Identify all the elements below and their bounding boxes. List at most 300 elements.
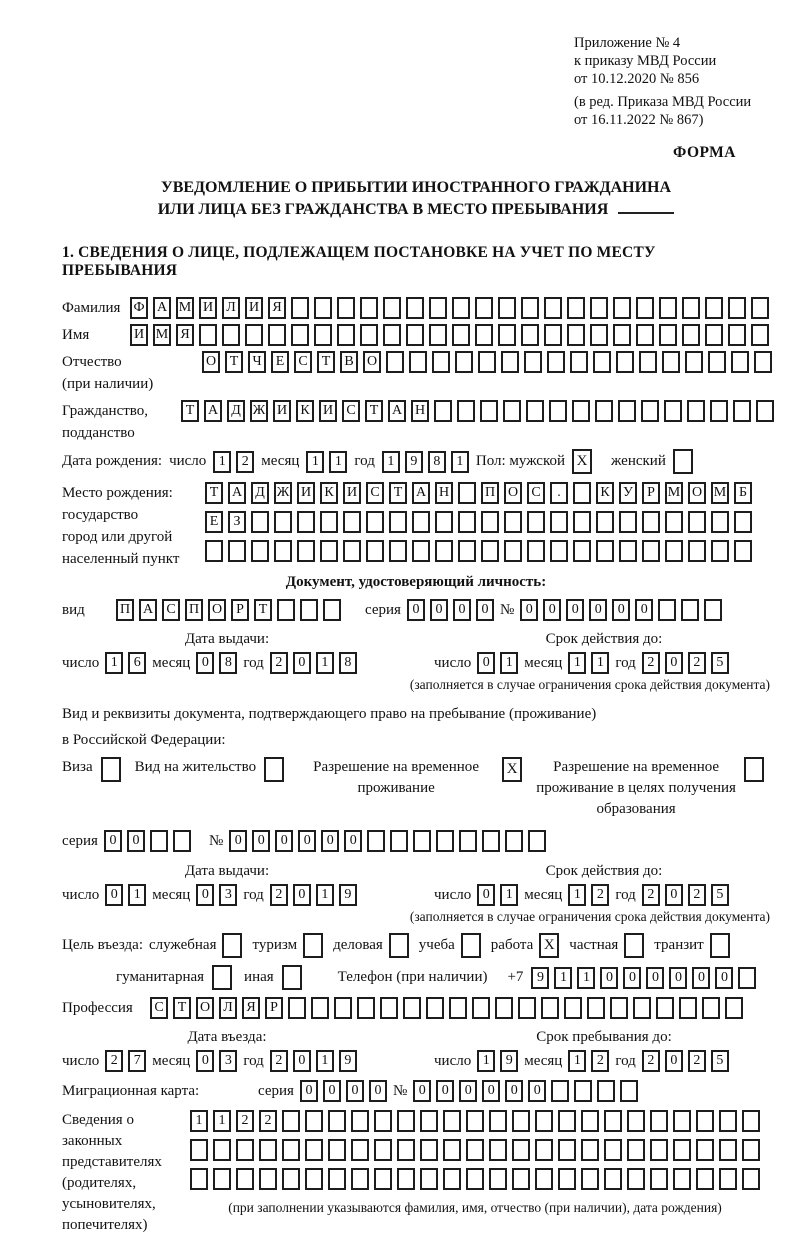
char-cell[interactable]: 0 — [369, 1080, 387, 1102]
char-cell[interactable] — [590, 297, 608, 319]
char-cell[interactable] — [604, 1110, 622, 1132]
char-cell[interactable]: С — [294, 351, 312, 373]
char-cell[interactable] — [756, 400, 774, 422]
residence-valid-year-boxes[interactable] — [642, 884, 729, 906]
char-cell[interactable]: 0 — [196, 884, 214, 906]
char-cell[interactable]: 2 — [236, 1110, 254, 1132]
char-cell[interactable]: С — [366, 482, 384, 504]
birth-year-boxes[interactable] — [382, 451, 469, 473]
char-cell[interactable]: А — [228, 482, 246, 504]
char-cell[interactable] — [452, 324, 470, 346]
char-cell[interactable] — [360, 324, 378, 346]
char-cell[interactable]: 9 — [500, 1050, 518, 1072]
char-cell[interactable] — [734, 511, 752, 533]
char-cell[interactable] — [458, 511, 476, 533]
birthplace-row1-boxes[interactable] — [205, 482, 752, 504]
char-cell[interactable] — [587, 997, 605, 1019]
char-cell[interactable] — [420, 1168, 438, 1190]
char-cell[interactable]: 2 — [688, 1050, 706, 1072]
char-cell[interactable] — [526, 400, 544, 422]
char-cell[interactable] — [389, 540, 407, 562]
char-cell[interactable]: М — [176, 297, 194, 319]
char-cell[interactable] — [512, 1110, 530, 1132]
char-cell[interactable] — [406, 324, 424, 346]
char-cell[interactable]: Р — [265, 997, 283, 1019]
char-cell[interactable]: 2 — [642, 1050, 660, 1072]
char-cell[interactable]: 1 — [568, 1050, 586, 1072]
char-cell[interactable] — [314, 324, 332, 346]
char-cell[interactable] — [251, 540, 269, 562]
identity-series-boxes[interactable] — [407, 599, 494, 621]
char-cell[interactable]: 2 — [236, 451, 254, 473]
char-cell[interactable]: 9 — [339, 884, 357, 906]
char-cell[interactable] — [190, 1139, 208, 1161]
birthplace-row2-boxes[interactable] — [205, 511, 752, 533]
char-cell[interactable]: А — [412, 482, 430, 504]
char-cell[interactable] — [397, 1139, 415, 1161]
char-cell[interactable] — [452, 297, 470, 319]
char-cell[interactable] — [374, 1139, 392, 1161]
char-cell[interactable]: И — [343, 482, 361, 504]
char-cell[interactable]: 0 — [196, 652, 214, 674]
char-cell[interactable]: 2 — [270, 652, 288, 674]
char-cell[interactable]: 1 — [591, 652, 609, 674]
representatives-row1-boxes[interactable] — [190, 1110, 760, 1132]
char-cell[interactable] — [268, 324, 286, 346]
char-cell[interactable] — [495, 997, 513, 1019]
char-cell[interactable]: К — [296, 400, 314, 422]
stay-month-boxes[interactable] — [568, 1050, 609, 1072]
char-cell[interactable]: 6 — [128, 652, 146, 674]
char-cell[interactable] — [521, 297, 539, 319]
char-cell[interactable] — [590, 324, 608, 346]
char-cell[interactable]: О — [196, 997, 214, 1019]
char-cell[interactable] — [639, 351, 657, 373]
char-cell[interactable]: 1 — [190, 1110, 208, 1132]
char-cell[interactable] — [581, 1110, 599, 1132]
char-cell[interactable] — [504, 511, 522, 533]
char-cell[interactable] — [420, 1139, 438, 1161]
char-cell[interactable] — [360, 297, 378, 319]
char-cell[interactable]: Е — [205, 511, 223, 533]
char-cell[interactable]: 1 — [213, 1110, 231, 1132]
char-cell[interactable] — [351, 1139, 369, 1161]
char-cell[interactable]: Р — [231, 599, 249, 621]
residence-number-boxes[interactable] — [229, 830, 546, 852]
char-cell[interactable]: 1 — [382, 451, 400, 473]
char-cell[interactable] — [597, 1080, 615, 1102]
char-cell[interactable] — [702, 997, 720, 1019]
char-cell[interactable]: Н — [411, 400, 429, 422]
char-cell[interactable] — [558, 1110, 576, 1132]
char-cell[interactable]: П — [481, 482, 499, 504]
char-cell[interactable] — [412, 511, 430, 533]
char-cell[interactable] — [527, 540, 545, 562]
char-cell[interactable]: 5 — [711, 884, 729, 906]
sex-male-checkbox[interactable]: X — [572, 449, 592, 474]
identity-valid-month-boxes[interactable] — [568, 652, 609, 674]
char-cell[interactable] — [574, 1080, 592, 1102]
char-cell[interactable]: С — [342, 400, 360, 422]
char-cell[interactable]: П — [185, 599, 203, 621]
char-cell[interactable] — [518, 997, 536, 1019]
char-cell[interactable]: Т — [173, 997, 191, 1019]
char-cell[interactable] — [205, 540, 223, 562]
char-cell[interactable] — [656, 997, 674, 1019]
char-cell[interactable] — [434, 400, 452, 422]
purpose-private-checkbox[interactable] — [624, 933, 644, 958]
char-cell[interactable]: 0 — [528, 1080, 546, 1102]
char-cell[interactable] — [610, 997, 628, 1019]
char-cell[interactable] — [733, 400, 751, 422]
birthplace-row3-boxes[interactable] — [205, 540, 752, 562]
char-cell[interactable]: С — [162, 599, 180, 621]
char-cell[interactable] — [397, 1168, 415, 1190]
char-cell[interactable] — [633, 997, 651, 1019]
entry-day-boxes[interactable] — [105, 1050, 146, 1072]
char-cell[interactable]: 0 — [646, 967, 664, 989]
char-cell[interactable]: 1 — [316, 1050, 334, 1072]
char-cell[interactable]: 0 — [612, 599, 630, 621]
char-cell[interactable]: М — [711, 482, 729, 504]
stay-year-boxes[interactable] — [642, 1050, 729, 1072]
char-cell[interactable]: 0 — [635, 599, 653, 621]
char-cell[interactable]: Т — [181, 400, 199, 422]
char-cell[interactable]: 0 — [323, 1080, 341, 1102]
char-cell[interactable]: 1 — [568, 884, 586, 906]
char-cell[interactable] — [288, 997, 306, 1019]
residence-valid-day-boxes[interactable] — [477, 884, 518, 906]
char-cell[interactable]: С — [150, 997, 168, 1019]
char-cell[interactable]: О — [363, 351, 381, 373]
char-cell[interactable] — [627, 1139, 645, 1161]
char-cell[interactable] — [550, 540, 568, 562]
char-cell[interactable] — [642, 540, 660, 562]
char-cell[interactable]: 1 — [128, 884, 146, 906]
char-cell[interactable] — [595, 400, 613, 422]
char-cell[interactable] — [409, 351, 427, 373]
char-cell[interactable] — [367, 830, 385, 852]
char-cell[interactable] — [696, 1168, 714, 1190]
char-cell[interactable]: Д — [227, 400, 245, 422]
char-cell[interactable] — [564, 997, 582, 1019]
char-cell[interactable]: 0 — [543, 599, 561, 621]
char-cell[interactable]: 0 — [346, 1080, 364, 1102]
char-cell[interactable]: 5 — [711, 652, 729, 674]
char-cell[interactable]: 0 — [293, 1050, 311, 1072]
char-cell[interactable] — [616, 351, 634, 373]
char-cell[interactable] — [199, 324, 217, 346]
char-cell[interactable] — [742, 1168, 760, 1190]
char-cell[interactable] — [475, 324, 493, 346]
char-cell[interactable]: 1 — [554, 967, 572, 989]
char-cell[interactable] — [719, 1139, 737, 1161]
char-cell[interactable] — [222, 324, 240, 346]
char-cell[interactable] — [458, 540, 476, 562]
char-cell[interactable] — [596, 511, 614, 533]
char-cell[interactable] — [512, 1139, 530, 1161]
char-cell[interactable] — [719, 1168, 737, 1190]
char-cell[interactable]: 0 — [275, 830, 293, 852]
char-cell[interactable]: Л — [219, 997, 237, 1019]
char-cell[interactable] — [259, 1168, 277, 1190]
purpose-official-checkbox[interactable] — [222, 933, 242, 958]
char-cell[interactable]: 0 — [293, 652, 311, 674]
purpose-study-checkbox[interactable] — [461, 933, 481, 958]
char-cell[interactable]: 0 — [293, 884, 311, 906]
char-cell[interactable]: А — [388, 400, 406, 422]
entry-year-boxes[interactable] — [270, 1050, 357, 1072]
char-cell[interactable] — [742, 1110, 760, 1132]
char-cell[interactable] — [659, 297, 677, 319]
char-cell[interactable]: 0 — [453, 599, 471, 621]
char-cell[interactable] — [311, 997, 329, 1019]
char-cell[interactable]: 0 — [127, 830, 145, 852]
char-cell[interactable] — [682, 324, 700, 346]
char-cell[interactable] — [277, 599, 295, 621]
char-cell[interactable] — [383, 297, 401, 319]
char-cell[interactable] — [544, 324, 562, 346]
char-cell[interactable]: 2 — [591, 884, 609, 906]
char-cell[interactable]: 2 — [688, 884, 706, 906]
purpose-work-checkbox[interactable]: X — [539, 933, 559, 958]
temp-residence-checkbox[interactable]: X — [502, 757, 522, 782]
char-cell[interactable] — [328, 1110, 346, 1132]
char-cell[interactable] — [544, 297, 562, 319]
char-cell[interactable]: 0 — [692, 967, 710, 989]
char-cell[interactable] — [443, 1110, 461, 1132]
char-cell[interactable] — [642, 511, 660, 533]
char-cell[interactable] — [478, 351, 496, 373]
char-cell[interactable]: 0 — [407, 599, 425, 621]
char-cell[interactable] — [173, 830, 191, 852]
birth-day-boxes[interactable] — [213, 451, 254, 473]
char-cell[interactable] — [297, 511, 315, 533]
char-cell[interactable] — [305, 1139, 323, 1161]
char-cell[interactable] — [682, 297, 700, 319]
char-cell[interactable]: Я — [268, 297, 286, 319]
char-cell[interactable] — [236, 1139, 254, 1161]
char-cell[interactable] — [573, 482, 591, 504]
char-cell[interactable]: 2 — [270, 1050, 288, 1072]
char-cell[interactable] — [696, 1139, 714, 1161]
char-cell[interactable] — [711, 540, 729, 562]
char-cell[interactable] — [685, 351, 703, 373]
char-cell[interactable] — [719, 1110, 737, 1132]
char-cell[interactable]: 0 — [600, 967, 618, 989]
char-cell[interactable] — [572, 400, 590, 422]
residence-valid-month-boxes[interactable] — [568, 884, 609, 906]
char-cell[interactable]: Т — [365, 400, 383, 422]
char-cell[interactable]: 1 — [316, 652, 334, 674]
char-cell[interactable]: 0 — [105, 884, 123, 906]
char-cell[interactable] — [512, 1168, 530, 1190]
char-cell[interactable]: А — [139, 599, 157, 621]
char-cell[interactable] — [636, 324, 654, 346]
char-cell[interactable]: 1 — [568, 652, 586, 674]
char-cell[interactable]: 0 — [298, 830, 316, 852]
char-cell[interactable] — [475, 297, 493, 319]
char-cell[interactable]: 3 — [219, 1050, 237, 1072]
char-cell[interactable] — [570, 351, 588, 373]
char-cell[interactable]: 5 — [711, 1050, 729, 1072]
char-cell[interactable] — [573, 511, 591, 533]
char-cell[interactable] — [435, 511, 453, 533]
char-cell[interactable] — [501, 351, 519, 373]
char-cell[interactable] — [481, 511, 499, 533]
char-cell[interactable] — [466, 1168, 484, 1190]
char-cell[interactable] — [380, 997, 398, 1019]
char-cell[interactable]: О — [504, 482, 522, 504]
purpose-business-checkbox[interactable] — [389, 933, 409, 958]
char-cell[interactable] — [613, 324, 631, 346]
char-cell[interactable]: 0 — [482, 1080, 500, 1102]
char-cell[interactable]: Т — [205, 482, 223, 504]
char-cell[interactable] — [604, 1168, 622, 1190]
char-cell[interactable] — [705, 297, 723, 319]
char-cell[interactable]: 7 — [128, 1050, 146, 1072]
char-cell[interactable] — [567, 324, 585, 346]
char-cell[interactable] — [420, 1110, 438, 1132]
char-cell[interactable] — [472, 997, 490, 1019]
char-cell[interactable] — [734, 540, 752, 562]
char-cell[interactable]: 8 — [428, 451, 446, 473]
char-cell[interactable]: 0 — [477, 652, 495, 674]
char-cell[interactable] — [366, 511, 384, 533]
char-cell[interactable] — [728, 297, 746, 319]
purpose-tourism-checkbox[interactable] — [303, 933, 323, 958]
char-cell[interactable] — [282, 1168, 300, 1190]
char-cell[interactable]: Т — [225, 351, 243, 373]
char-cell[interactable]: 0 — [459, 1080, 477, 1102]
char-cell[interactable] — [351, 1110, 369, 1132]
char-cell[interactable] — [320, 511, 338, 533]
char-cell[interactable] — [190, 1168, 208, 1190]
char-cell[interactable] — [150, 830, 168, 852]
char-cell[interactable] — [627, 1110, 645, 1132]
identity-issue-year-boxes[interactable] — [270, 652, 357, 674]
char-cell[interactable]: Я — [242, 997, 260, 1019]
char-cell[interactable] — [449, 997, 467, 1019]
char-cell[interactable] — [687, 400, 705, 422]
char-cell[interactable] — [535, 1110, 553, 1132]
char-cell[interactable]: И — [319, 400, 337, 422]
char-cell[interactable]: 1 — [316, 884, 334, 906]
char-cell[interactable]: Л — [222, 297, 240, 319]
char-cell[interactable] — [641, 400, 659, 422]
char-cell[interactable]: 0 — [477, 884, 495, 906]
char-cell[interactable]: Ж — [274, 482, 292, 504]
char-cell[interactable] — [728, 324, 746, 346]
char-cell[interactable] — [436, 830, 454, 852]
char-cell[interactable]: А — [204, 400, 222, 422]
char-cell[interactable] — [489, 1168, 507, 1190]
char-cell[interactable] — [305, 1110, 323, 1132]
purpose-transit-checkbox[interactable] — [710, 933, 730, 958]
char-cell[interactable]: 0 — [436, 1080, 454, 1102]
char-cell[interactable]: 0 — [665, 884, 683, 906]
char-cell[interactable] — [505, 830, 523, 852]
char-cell[interactable] — [334, 997, 352, 1019]
char-cell[interactable] — [627, 1168, 645, 1190]
char-cell[interactable] — [343, 511, 361, 533]
char-cell[interactable]: К — [596, 482, 614, 504]
char-cell[interactable] — [429, 297, 447, 319]
identity-number-boxes[interactable] — [520, 599, 722, 621]
char-cell[interactable] — [259, 1139, 277, 1161]
char-cell[interactable]: 1 — [105, 652, 123, 674]
char-cell[interactable] — [573, 540, 591, 562]
char-cell[interactable]: 1 — [451, 451, 469, 473]
char-cell[interactable]: 0 — [715, 967, 733, 989]
char-cell[interactable] — [282, 1139, 300, 1161]
char-cell[interactable] — [650, 1168, 668, 1190]
char-cell[interactable] — [742, 1139, 760, 1161]
char-cell[interactable]: И — [199, 297, 217, 319]
char-cell[interactable] — [413, 830, 431, 852]
char-cell[interactable]: 1 — [577, 967, 595, 989]
char-cell[interactable]: О — [202, 351, 220, 373]
identity-issue-day-boxes[interactable] — [105, 652, 146, 674]
char-cell[interactable] — [481, 540, 499, 562]
purpose-other-checkbox[interactable] — [282, 965, 302, 990]
char-cell[interactable] — [662, 351, 680, 373]
char-cell[interactable]: Р — [642, 482, 660, 504]
char-cell[interactable] — [696, 1110, 714, 1132]
char-cell[interactable]: К — [320, 482, 338, 504]
char-cell[interactable] — [320, 540, 338, 562]
char-cell[interactable] — [658, 599, 676, 621]
representatives-row3-boxes[interactable] — [190, 1168, 760, 1190]
char-cell[interactable]: 2 — [270, 884, 288, 906]
char-cell[interactable]: . — [550, 482, 568, 504]
char-cell[interactable] — [535, 1168, 553, 1190]
char-cell[interactable]: 2 — [591, 1050, 609, 1072]
char-cell[interactable] — [305, 1168, 323, 1190]
firstname-boxes[interactable] — [130, 324, 769, 346]
char-cell[interactable]: У — [619, 482, 637, 504]
char-cell[interactable]: 0 — [300, 1080, 318, 1102]
char-cell[interactable] — [754, 351, 772, 373]
char-cell[interactable]: 0 — [413, 1080, 431, 1102]
sex-female-checkbox[interactable] — [673, 449, 693, 474]
char-cell[interactable] — [521, 324, 539, 346]
char-cell[interactable] — [366, 540, 384, 562]
char-cell[interactable]: 0 — [669, 967, 687, 989]
char-cell[interactable] — [619, 540, 637, 562]
char-cell[interactable]: Т — [389, 482, 407, 504]
char-cell[interactable] — [228, 540, 246, 562]
char-cell[interactable] — [664, 400, 682, 422]
char-cell[interactable]: 1 — [213, 451, 231, 473]
char-cell[interactable] — [567, 297, 585, 319]
visa-checkbox[interactable] — [101, 757, 121, 782]
char-cell[interactable] — [282, 1110, 300, 1132]
char-cell[interactable]: 0 — [589, 599, 607, 621]
char-cell[interactable] — [251, 511, 269, 533]
char-cell[interactable] — [710, 400, 728, 422]
char-cell[interactable]: 0 — [665, 652, 683, 674]
identity-issue-month-boxes[interactable] — [196, 652, 237, 674]
char-cell[interactable] — [412, 540, 430, 562]
citizenship-boxes[interactable] — [181, 400, 774, 422]
char-cell[interactable] — [337, 297, 355, 319]
char-cell[interactable]: Ф — [130, 297, 148, 319]
purpose-humanitarian-checkbox[interactable] — [212, 965, 232, 990]
residence-issue-day-boxes[interactable] — [105, 884, 146, 906]
char-cell[interactable] — [527, 511, 545, 533]
char-cell[interactable] — [328, 1168, 346, 1190]
